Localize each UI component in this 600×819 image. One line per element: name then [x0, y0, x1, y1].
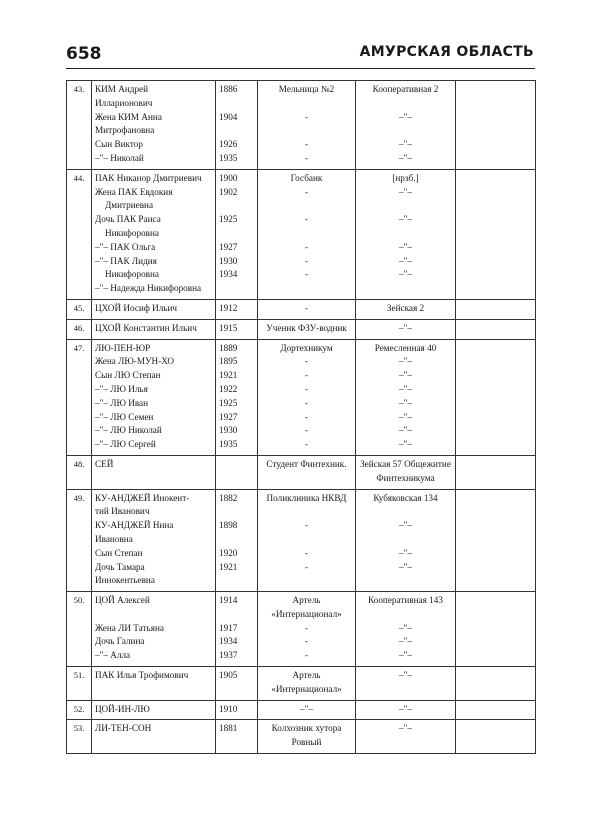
- birth-year-line: 1915: [219, 322, 238, 333]
- addr-cell: [356, 700, 456, 720]
- person-name-line: Жена КИМ Анна: [95, 111, 162, 122]
- year-cell: [216, 299, 258, 319]
- birth-year-line: 1889: [219, 342, 238, 353]
- name-cell: [92, 455, 216, 489]
- person-name-line: ЦХОЙ Константин Ильич: [95, 322, 197, 333]
- record-number: 44.: [67, 169, 92, 299]
- table-row: [67, 169, 536, 299]
- record-number: 49.: [67, 489, 92, 592]
- person-name-line: –"– ПАК Лидия: [95, 255, 157, 266]
- record-number: 52.: [67, 700, 92, 720]
- notes-cell: [456, 667, 536, 701]
- person-name-line: Митрофановна: [95, 125, 155, 136]
- name-cell: [92, 667, 216, 701]
- birth-year-line: 1914: [219, 595, 238, 606]
- year-cell: [216, 169, 258, 299]
- address-line: Зейская 57 Общежитие: [360, 458, 451, 469]
- birth-year-line: 1934: [219, 636, 238, 647]
- address-line: Финтехникума: [376, 472, 435, 483]
- person-name-line: Никифоровна: [105, 227, 159, 238]
- birth-year-line: 1910: [219, 703, 238, 714]
- person-name-line: Ивановна: [95, 533, 133, 544]
- workplace-line: [261, 124, 352, 138]
- address-line: –"–: [399, 241, 412, 252]
- person-name-line: –"– Алла: [95, 650, 131, 661]
- workplace-line: Артель: [292, 670, 321, 681]
- address-line: –"–: [399, 370, 412, 381]
- workplace-line: «Интернационал»: [271, 608, 342, 619]
- workplace-line: -: [304, 302, 309, 313]
- person-name-line: Дмитриевна: [105, 200, 154, 211]
- birth-year-line: [219, 199, 254, 213]
- workplace-line: -: [304, 622, 309, 633]
- year-cell: [216, 339, 258, 455]
- birth-year-line: 1882: [219, 492, 238, 503]
- workplace-line: -: [304, 397, 309, 408]
- address-line: [359, 97, 452, 111]
- person-name-line: Жена ЛЮ-МУН-ХО: [95, 356, 175, 367]
- workplace-line: –"–: [300, 703, 313, 714]
- name-cell: [92, 700, 216, 720]
- notes-cell: [456, 169, 536, 299]
- workplace-line: -: [304, 255, 309, 266]
- table-row: [67, 592, 536, 667]
- birth-year-line: 1898: [219, 520, 238, 531]
- person-name-line: ПАК Илья Трофимович: [95, 670, 189, 681]
- birth-year-line: [219, 227, 254, 241]
- workplace-line: -: [304, 520, 309, 531]
- person-name-line: Илларионович: [95, 97, 153, 108]
- workplace-line: [261, 505, 352, 519]
- register-body: [67, 81, 536, 754]
- workplace-line: Госбанк: [290, 172, 323, 183]
- workplace-line: -: [304, 650, 309, 661]
- person-name-line: СЕЙ: [95, 458, 114, 469]
- workplace-line: -: [304, 152, 309, 163]
- birth-year-line: 1917: [219, 622, 238, 633]
- person-name-line: тий Иванович: [95, 506, 150, 517]
- person-name-line: ПАК Никанор Дмитриевич: [95, 172, 202, 183]
- name-cell: [92, 339, 216, 455]
- notes-cell: [456, 489, 536, 592]
- address-line: [359, 124, 452, 138]
- address-line: –"–: [399, 186, 412, 197]
- address-line: [359, 199, 452, 213]
- birth-year-line: 1930: [219, 255, 238, 266]
- place-cell: [258, 81, 356, 170]
- birth-year-line: 1925: [219, 397, 238, 408]
- addr-cell: [356, 489, 456, 592]
- place-cell: [258, 299, 356, 319]
- workplace-line: Ученик ФЗУ-водник: [266, 322, 347, 333]
- address-line: –"–: [399, 520, 412, 531]
- address-line: [359, 505, 452, 519]
- person-name-line: –"– Надежда Никифоровна: [95, 283, 202, 294]
- workplace-line: «Интернационал»: [271, 683, 342, 694]
- place-cell: [258, 319, 356, 339]
- table-row: [67, 299, 536, 319]
- name-cell: [92, 489, 216, 592]
- workplace-line: [261, 533, 352, 547]
- name-cell: [92, 592, 216, 667]
- place-cell: [258, 592, 356, 667]
- record-number: 53.: [67, 720, 92, 754]
- person-name-line: –"– ПАК Ольга: [95, 241, 156, 252]
- person-name-line: –"– ЛЮ Илья: [95, 383, 148, 394]
- place-cell: [258, 489, 356, 592]
- address-line: –"–: [399, 622, 412, 633]
- table-row: [67, 667, 536, 701]
- person-name-line: Никифоровна: [105, 269, 159, 280]
- birth-year-line: 1904: [219, 111, 238, 122]
- workplace-line: -: [304, 370, 309, 381]
- addr-cell: [356, 455, 456, 489]
- workplace-line: -: [304, 636, 309, 647]
- address-line: –"–: [399, 547, 412, 558]
- table-row: [67, 339, 536, 455]
- workplace-line: -: [304, 269, 309, 280]
- address-line: –"–: [399, 214, 412, 225]
- year-cell: [216, 81, 258, 170]
- address-line: –"–: [399, 111, 412, 122]
- year-cell: [216, 455, 258, 489]
- record-number: 47.: [67, 339, 92, 455]
- workplace-line: Дортехникум: [280, 342, 333, 353]
- person-name-line: Жена ПАК Евдокия: [95, 186, 173, 197]
- record-number: 46.: [67, 319, 92, 339]
- address-line: –"–: [399, 703, 412, 714]
- address-line: –"–: [399, 269, 412, 280]
- addr-cell: [356, 319, 456, 339]
- address-line: –"–: [399, 383, 412, 394]
- notes-cell: [456, 339, 536, 455]
- address-line: –"–: [399, 723, 412, 734]
- record-number: 43.: [67, 81, 92, 170]
- birth-year-line: 1922: [219, 383, 238, 394]
- workplace-line: [261, 199, 352, 213]
- workplace-line: -: [304, 425, 309, 436]
- record-number: 45.: [67, 299, 92, 319]
- workplace-line: -: [304, 139, 309, 150]
- person-name-line: КУ-АНДЖЕЙ Инокент-: [95, 492, 190, 503]
- year-cell: [216, 592, 258, 667]
- address-line: Кубяковская 134: [373, 492, 438, 503]
- notes-cell: [456, 700, 536, 720]
- birth-year-line: [219, 533, 254, 547]
- person-name-line: Дочь Тамара: [95, 561, 145, 572]
- person-name-line: Иннокентьевна: [95, 575, 155, 586]
- person-name-line: Сын Виктор: [95, 139, 143, 150]
- person-name-line: –"– ЛЮ Николай: [95, 425, 162, 436]
- address-line: –"–: [399, 439, 412, 450]
- addr-cell: [356, 299, 456, 319]
- person-name-line: –"– ЛЮ Иван: [95, 397, 149, 408]
- workplace-line: -: [304, 439, 309, 450]
- notes-cell: [456, 720, 536, 754]
- person-name-line: ЛИ-ТЕН-СОН: [95, 723, 152, 734]
- year-cell: [216, 489, 258, 592]
- addr-cell: [356, 169, 456, 299]
- person-name-line: –"– Николай: [95, 152, 144, 163]
- workplace-line: Поликлиника НКВД: [266, 492, 347, 503]
- birth-year-line: [219, 282, 254, 296]
- place-cell: [258, 455, 356, 489]
- birth-year-line: [219, 608, 254, 622]
- person-name-line: ЦОЙ Алексей: [95, 595, 150, 606]
- person-name-line: ЛЮ-ПЕН-ЮР: [95, 342, 151, 353]
- address-line: –"–: [399, 322, 412, 333]
- header-rule: [66, 68, 535, 69]
- person-name-line: –"– ЛЮ Сергей: [95, 439, 156, 450]
- record-number: 51.: [67, 667, 92, 701]
- workplace-line: Колхозник хутора: [271, 723, 342, 734]
- workplace-line: -: [304, 411, 309, 422]
- workplace-line: [261, 227, 352, 241]
- birth-year-line: 1934: [219, 269, 238, 280]
- year-cell: [216, 319, 258, 339]
- birth-year-line: 1900: [219, 172, 238, 183]
- person-name-line: Сын ЛЮ Степан: [95, 370, 161, 381]
- person-name-line: [95, 608, 212, 622]
- addr-cell: [356, 720, 456, 754]
- person-name-line: ЦХОЙ Иосиф Ильич: [95, 302, 178, 313]
- record-number: 48.: [67, 455, 92, 489]
- addr-cell: [356, 339, 456, 455]
- address-line: –"–: [399, 636, 412, 647]
- address-line: [359, 608, 452, 622]
- address-line: –"–: [399, 411, 412, 422]
- addr-cell: [356, 592, 456, 667]
- register-table: [66, 80, 536, 754]
- place-cell: [258, 339, 356, 455]
- birth-year-line: 1927: [219, 411, 238, 422]
- notes-cell: [456, 299, 536, 319]
- year-cell: [216, 667, 258, 701]
- place-cell: [258, 700, 356, 720]
- addr-cell: [356, 81, 456, 170]
- name-cell: [92, 299, 216, 319]
- birth-year-line: [219, 97, 254, 111]
- person-name-line: Дочь Галина: [95, 636, 145, 647]
- workplace-line: -: [304, 241, 309, 252]
- notes-cell: [456, 455, 536, 489]
- place-cell: [258, 667, 356, 701]
- birth-year-line: 1935: [219, 439, 238, 450]
- table-row: [67, 720, 536, 754]
- person-name-line: ЦОЙ-ИН-ЛЮ: [95, 703, 150, 714]
- birth-year-line: [219, 505, 254, 519]
- person-name-line: Жена ЛИ Татьяна: [95, 622, 164, 633]
- address-line: Зейская 2: [386, 302, 425, 313]
- workplace-line: Ровный: [291, 737, 322, 748]
- address-line: –"–: [399, 152, 412, 163]
- birth-year-line: 1905: [219, 670, 238, 681]
- workplace-line: -: [304, 561, 309, 572]
- person-name-line: КИМ Андрей: [95, 84, 149, 94]
- workplace-line: [261, 574, 352, 588]
- address-line: [359, 533, 452, 547]
- address-line: –"–: [399, 425, 412, 436]
- address-line: Кооперативная 143: [368, 595, 443, 606]
- notes-cell: [456, 319, 536, 339]
- workplace-line: [261, 97, 352, 111]
- year-cell: [216, 700, 258, 720]
- birth-year-line: 1902: [219, 186, 238, 197]
- workplace-line: Студент Финтехник.: [266, 458, 347, 469]
- birth-year-line: 1912: [219, 302, 238, 313]
- record-number: 50.: [67, 592, 92, 667]
- address-line: [359, 282, 452, 296]
- table-row: [67, 319, 536, 339]
- birth-year-line: [219, 458, 254, 472]
- name-cell: [92, 319, 216, 339]
- birth-year-line: 1926: [219, 139, 238, 150]
- address-line: –"–: [399, 139, 412, 150]
- birth-year-line: 1920: [219, 547, 238, 558]
- birth-year-line: [219, 574, 254, 588]
- running-title: АМУРСКАЯ ОБЛАСТЬ: [359, 44, 534, 60]
- name-cell: [92, 720, 216, 754]
- page-number: 658: [66, 44, 102, 64]
- person-name-line: КУ-АНДЖЕЙ Нина: [95, 520, 174, 531]
- table-row: [67, 81, 536, 170]
- birth-year-line: 1930: [219, 425, 238, 436]
- address-line: [359, 227, 452, 241]
- birth-year-line: 1927: [219, 241, 238, 252]
- workplace-line: -: [304, 383, 309, 394]
- workplace-line: -: [304, 547, 309, 558]
- notes-cell: [456, 592, 536, 667]
- address-line: –"–: [399, 670, 412, 681]
- birth-year-line: 1921: [219, 370, 238, 381]
- birth-year-line: 1925: [219, 214, 238, 225]
- address-line: –"–: [399, 356, 412, 367]
- address-line: Ремесленная 40: [374, 342, 437, 353]
- birth-year-line: 1895: [219, 356, 238, 367]
- birth-year-line: 1886: [219, 84, 238, 94]
- workplace-line: -: [304, 111, 309, 122]
- workplace-line: Мельница №2: [278, 84, 335, 94]
- birth-year-line: 1921: [219, 561, 238, 572]
- workplace-line: [261, 282, 352, 296]
- address-line: –"–: [399, 650, 412, 661]
- table-row: [67, 455, 536, 489]
- notes-cell: [456, 81, 536, 170]
- workplace-line: Артель: [292, 595, 321, 606]
- address-line: Кооперативная 2: [372, 84, 439, 94]
- place-cell: [258, 720, 356, 754]
- address-line: [359, 574, 452, 588]
- address-line: [нрзб.]: [392, 172, 419, 183]
- table-row: [67, 700, 536, 720]
- birth-year-line: 1881: [219, 723, 238, 734]
- person-name-line: –"– ЛЮ Семен: [95, 411, 154, 422]
- table-row: [67, 489, 536, 592]
- workplace-line: -: [304, 356, 309, 367]
- name-cell: [92, 81, 216, 170]
- address-line: –"–: [399, 561, 412, 572]
- birth-year-line: 1935: [219, 152, 238, 163]
- addr-cell: [356, 667, 456, 701]
- place-cell: [258, 169, 356, 299]
- person-name-line: Дочь ПАК Раиса: [95, 214, 161, 225]
- year-cell: [216, 720, 258, 754]
- address-line: –"–: [399, 255, 412, 266]
- workplace-line: -: [304, 214, 309, 225]
- address-line: –"–: [399, 397, 412, 408]
- name-cell: [92, 169, 216, 299]
- person-name-line: Сын Степан: [95, 547, 143, 558]
- birth-year-line: [219, 124, 254, 138]
- workplace-line: -: [304, 186, 309, 197]
- birth-year-line: 1937: [219, 650, 238, 661]
